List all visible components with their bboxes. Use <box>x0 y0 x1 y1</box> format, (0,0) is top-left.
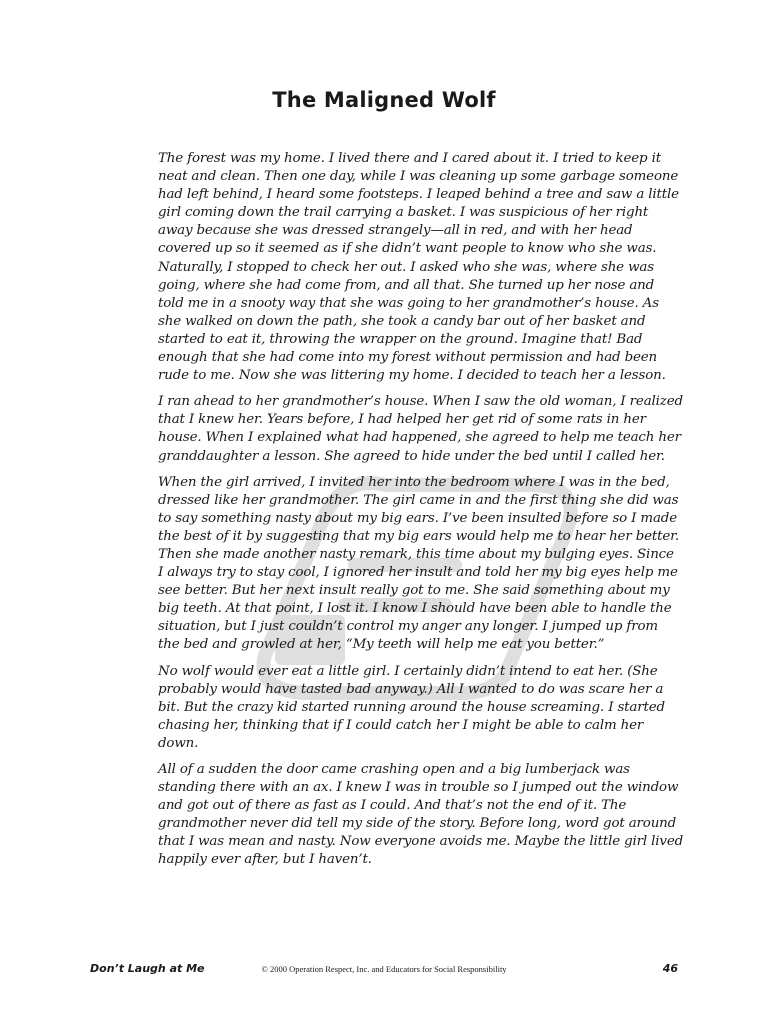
footer-book-title: Don’t Laugh at Me <box>90 962 205 975</box>
paragraph: No wolf would ever eat a little girl. I certainly didn’t intend to eat her. (She probably would have tasted bad anyway.) All I wanted to do was scare her a bit. But the crazy kid started running around the house screaming. I started chasing her, thinking that if I could catch her I might be able to calm her down. <box>158 663 665 751</box>
paragraph: I ran ahead to her grandmother’s house. When I saw the old woman, I realized that I knew her. Years before, I had helped her get rid of some rats in her house. When I explained what had happened, she agreed to help me teach her granddaughter a lesson. She agreed to hide under the bed until I called her. <box>158 394 683 464</box>
story-body <box>158 150 683 878</box>
page-title: The Maligned Wolf <box>272 88 496 112</box>
paragraph: When the girl arrived, I invited her into the bedroom where I was in the bed, dressed like her grandmother. The girl came in and the first thing she did was to say something nasty about my big ears. I’ve been insulted before so I made the best of it by suggesting that my big ears would help me to hear her better. Then she made another nasty remark, this time about my bulging eyes. Since I always try to stay cool, I ignored her insult and told her my big eyes help me see better. But her next insult really got to me. She said something about my big teeth. At that point, I lost it. I know I should have been able to handle the situation, but I just couldn’t control my anger any longer. I jumped up from the bed and growled at her, “My teeth will help me eat you better.” <box>158 474 680 653</box>
page-number: 46 <box>662 962 678 975</box>
paragraph: The forest was my home. I lived there and I cared about it. I tried to keep it neat and clean. Then one day, while I was cleaning up some garbage someone had left behind, I heard some footsteps. I leaped behind a tree and saw a little girl coming down the trail carrying a basket. I was suspicious of her right away because she was dressed strangely—all in red, and with her head covered up so it seemed as if she didn’t want people to know who she was. Naturally, I stopped to check her out. I asked who she was, where she was going, where she had come from, and all that. She turned up her nose and told me in a snooty way that she was going to her grandmother’s house. As she walked on down the path, she took a candy bar out of her basket and started to eat it, throwing the wrapper on the ground. Imagine that! Bad enough that she had come into my forest without permission and had been rude to me. Now she was littering my home. I decided to teach her a lesson. <box>158 151 679 384</box>
paragraph: All of a sudden the door came crashing open and a big lumberjack was standing there with an ax. I knew I was in trouble so I jumped out the window and got out of there as fast as I could. And that’s not the end of it. The grandmother never did tell my side of the story. Before long, word got around that I was mean and nasty. Now everyone avoids me. Maybe the little girl lived happily ever after, but I haven’t. <box>158 762 684 868</box>
footer-copyright: © 2000 Operation Respect, Inc. and Educators for Social Responsibility <box>261 964 507 974</box>
